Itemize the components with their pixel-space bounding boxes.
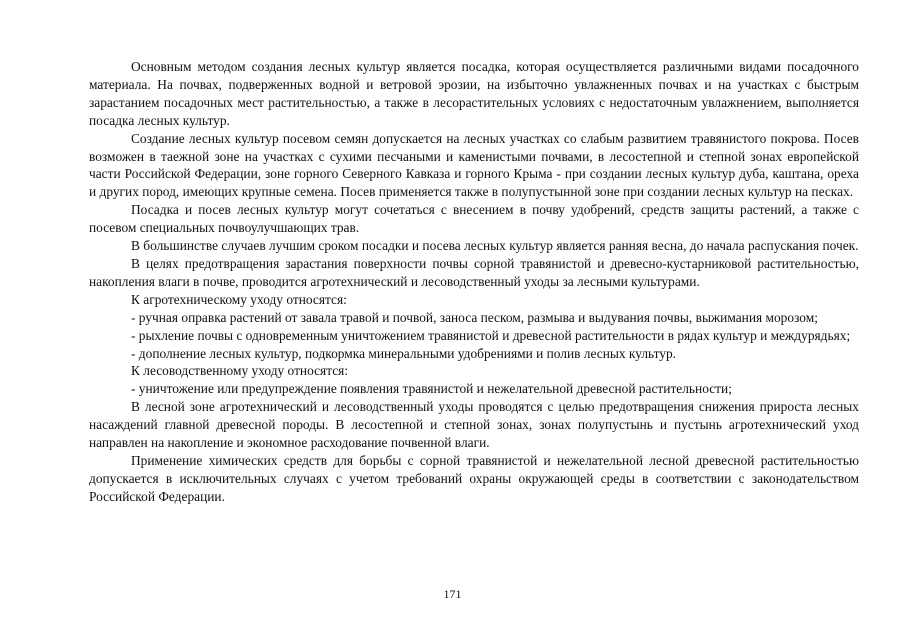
- paragraph-sowing: Создание лесных культур посевом семян допускается на лесных участках со слабым развитием травянистого покрова. Посев возможен в таежной зоне на участках с сухими песчаными и каменистыми почвами, в лесостепной и степной зонах европейской части Российской Федерации, зоне горного Северного Кавказа и горного Крыма - при создании лесных культур дуба, каштана, ореха и других пород, имеющих крупные семена. Посев применяется также в полупустынной зоне при создании лесных культур на песках.: [89, 130, 859, 200]
- page-body: [89, 58, 859, 506]
- list-item-loosening: - рыхление почвы с одновременным уничтожением травянистой и древесной растительности в рядах культур и междурядьях;: [131, 327, 851, 343]
- paragraph-silvicultural-heading: К лесоводственному уходу относятся:: [131, 363, 349, 379]
- paragraph-fertilizers: Посадка и посев лесных культур могут сочетаться с внесением в почву удобрений, средств защиты растений, а также с посевом специальных почвоулучшающих трав.: [89, 202, 859, 236]
- list-item-weed-control: - уничтожение или предупреждение появления травянистой и нежелательной древесной растительности;: [131, 381, 732, 397]
- paragraph-agrotech-heading: К агротехническому уходу относятся:: [131, 291, 347, 307]
- paragraph-planting-method: Основным методом создания лесных культур является посадка, которая осуществляется различными видами посадочного материала. На почвах, подверженных водной и ветровой эрозии, на избыточно увлажненных почвах и на участках с быстрым зарастанием посадочных мест растительностью, а также в лесорастительных условиях с недостаточным увлажнением, выполняется посадка лесных культур.: [89, 59, 859, 128]
- list-item-supplementing: - дополнение лесных культур, подкормка минеральными удобрениями и полив лесных культур.: [131, 345, 677, 361]
- paragraph-timing: В большинстве случаев лучшим сроком посадки и посева лесных культур является ранняя весна, до начала распускания почек.: [131, 238, 859, 254]
- paragraph-zones: В лесной зоне агротехнический и лесоводственный уходы проводятся с целью предотвращения снижения прироста лесных насаждений главной древесной породы. В лесостепной и степной зонах, зонах полупустынь и пустынь агротехнический уход направлен на накопление и экономное расходование почвенной влаги.: [89, 399, 859, 451]
- page-number: 171: [443, 587, 462, 601]
- list-item-manual-care: - ручная оправка растений от завала травой и почвой, заноса песком, размыва и выдувания почвы, выжимания морозом;: [131, 309, 818, 325]
- paragraph-chemicals: Применение химических средств для борьбы с сорной травянистой и нежелательной лесной древесной растительностью допускается в исключительных случаях с учетом требований охраны окружающей среды в соответствии с законодательством Российской Федерации.: [89, 452, 859, 504]
- paragraph-care-purpose: В целях предотвращения зарастания поверхности почвы сорной травянистой и древесно-кустарниковой растительностью, накопления влаги в почве, проводится агротехнический и лесоводственный уходы за лесными культурами.: [89, 255, 859, 289]
